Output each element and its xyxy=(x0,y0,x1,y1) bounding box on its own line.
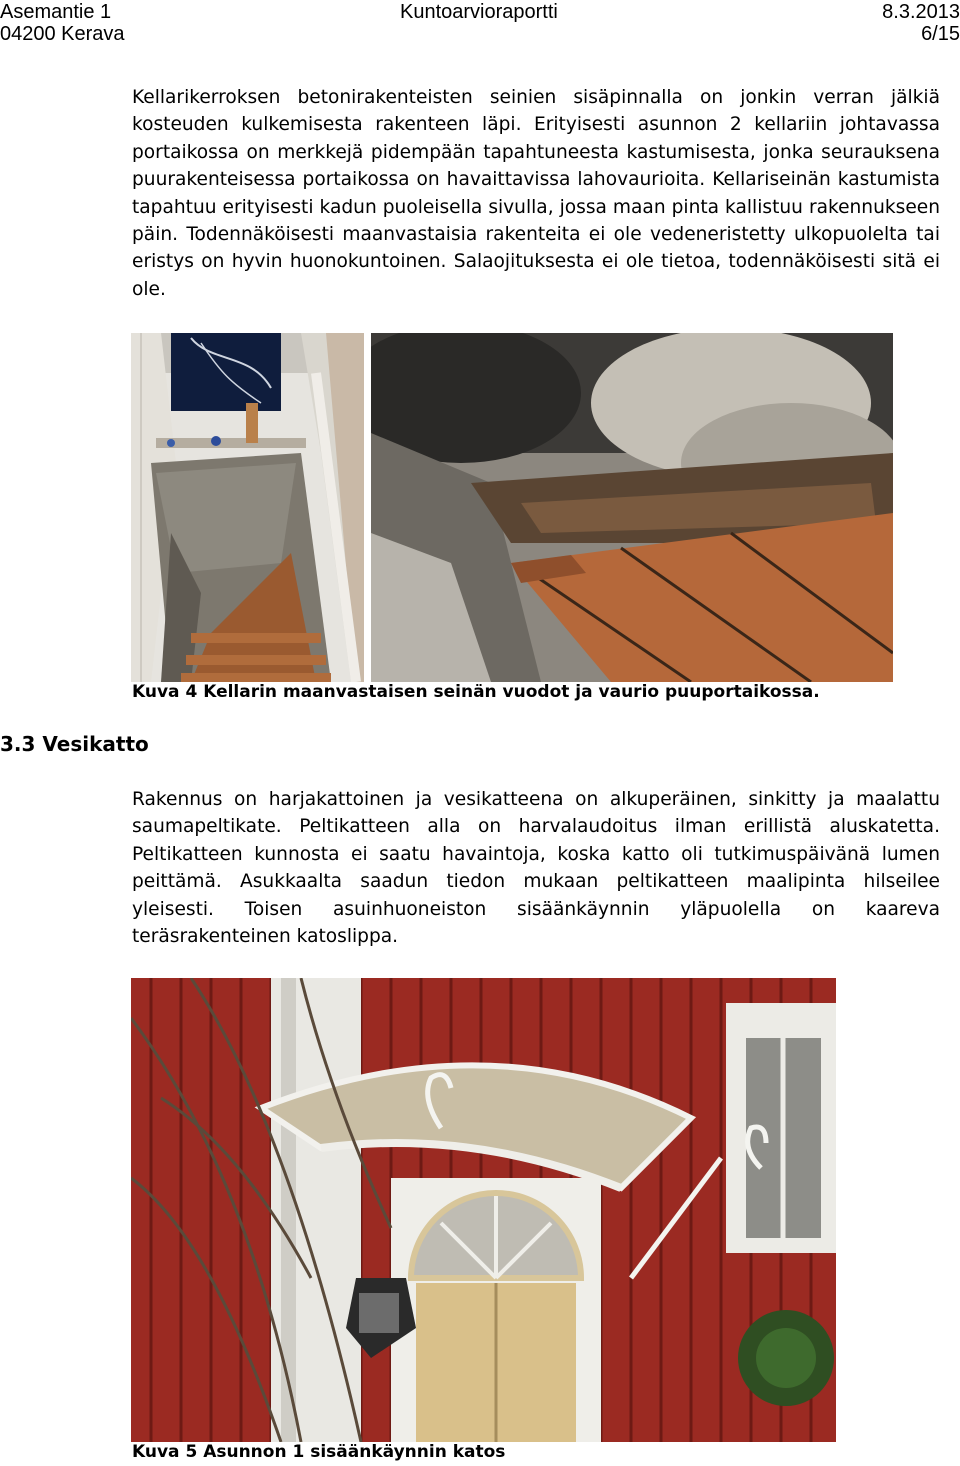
photo-damp-wall-stairs xyxy=(371,333,893,682)
figure5-caption: Kuva 5 Asunnon 1 sisäänkäynnin katos xyxy=(132,1442,506,1462)
section-heading-vesikatto: 3.3 Vesikatto xyxy=(0,732,149,756)
header-date: 8.3.2013 xyxy=(882,1,960,23)
header-address-line2: 04200 Kerava xyxy=(0,23,125,45)
header-address-line1: Asemantie 1 xyxy=(0,1,112,23)
figure4-caption: Kuva 4 Kellarin maanvastaisen seinän vuodot ja vaurio puuportaikossa. xyxy=(132,682,820,702)
photo-basement-stairwell xyxy=(131,333,364,682)
header-doc-title: Kuntoarvioraportti xyxy=(400,1,558,23)
paragraph-basement-walls: Kellarikerroksen betonirakenteisten seinien sisäpinnalla on jonkin verran jälkiä kosteuden kulkemisesta rakenteen läpi. Erityisesti asunnon 2 kellariin johtavassa portaikossa on merkkejä pidempään tapahtuneesta kastumisesta, jonka seurauksena puurakenteisessa portaikossa on havaittavissa lahovaurioita. Kellariseinän kastumista tapahtuu erityisesti kadun puoleisella sivulla, jossa maan pinta kallistuu rakennukseen päin. Todennäköisesti maanvastaisia rakenteita ei ole vedeneristetty ulkopuolelta tai eristys on hyvin huonokuntoinen. Salaojituksesta ei ole tietoa, todennäköisesti sitä ei ole. xyxy=(132,87,940,300)
photo-entrance-canopy xyxy=(131,978,836,1442)
header-page-number: 6/15 xyxy=(921,23,960,45)
paragraph-roof: Rakennus on harjakattoinen ja vesikatteena on alkuperäinen, sinkitty ja maalattu saumapeltikate. Peltikatteen alla on harvalaudoitus ilman erillistä aluskatetta. Peltikatteen kunnosta ei saatu havaintoja, koska katto oli tutkimuspäivänä lumen peittämä. Asukkaalta saadun tiedon mukaan peltikatteen maalipinta hilseilee yleisesti. Toisen asuinhuoneiston sisäänkäynnin yläpuolella on kaareva teräsrakenteinen katoslippa. xyxy=(132,789,940,948)
